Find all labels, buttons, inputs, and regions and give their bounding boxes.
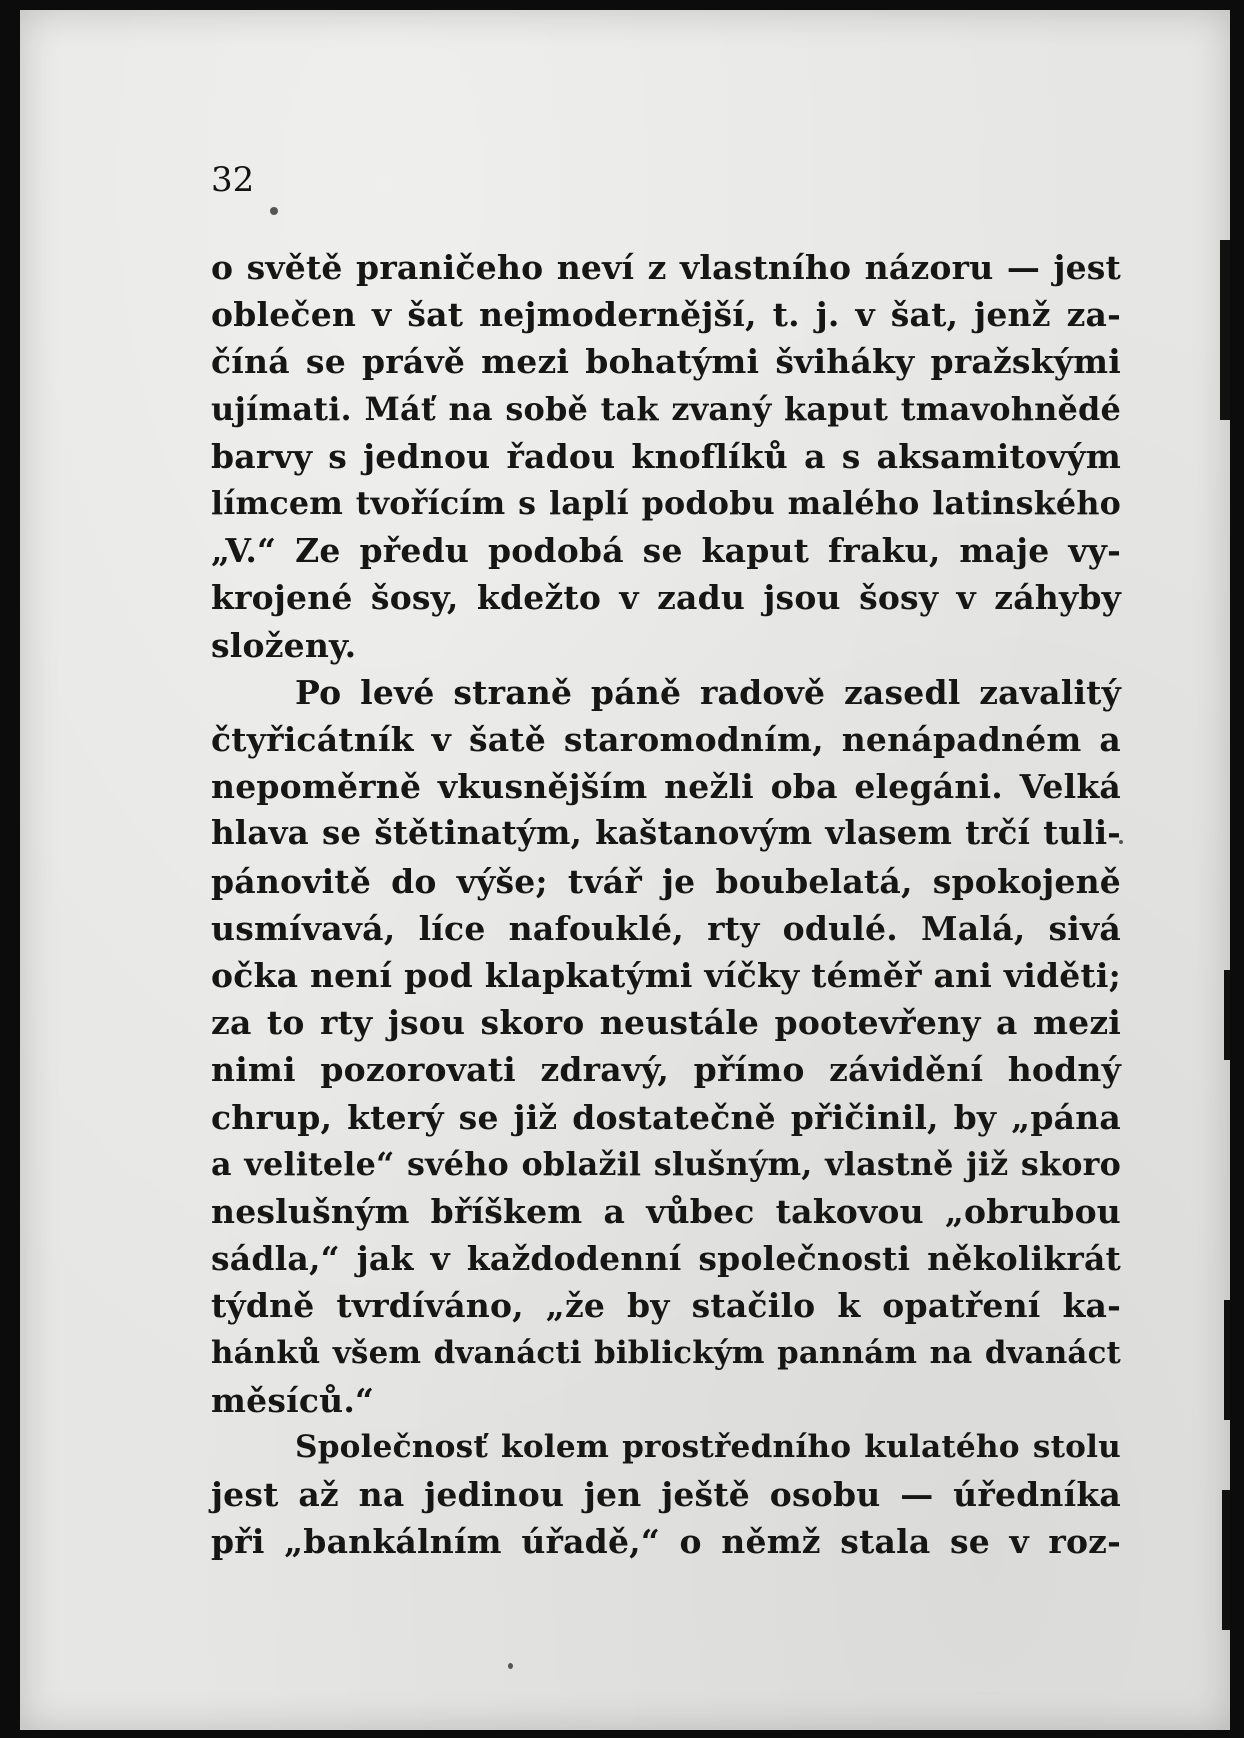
text-line: číná se právě mezi bohatými šviháky pražskými — [211, 342, 1121, 382]
ink-speck — [508, 1663, 513, 1669]
text-line: chrup, který se již dostatečně přičinil, by „pána — [211, 1097, 1121, 1137]
text-line: a velitele“ svého oblažil slušným, vlastně již skoro — [211, 1145, 1121, 1183]
text-line: sádla,“ jak v každodenní společnosti několikrát — [211, 1239, 1121, 1279]
text-line: nepoměrně vkusnějším nežli oba elegáni. Velká — [211, 767, 1121, 807]
text-line: neslušným bříškem a vůbec takovou „obrubou — [211, 1192, 1121, 1232]
body-text — [211, 244, 1121, 1566]
text-line: očka není pod klapkatými víčky téměř ani viděti; — [211, 956, 1121, 996]
text-line: hlava se štětinatým, kaštanovým vlasem trčí tuli- — [211, 814, 1121, 853]
page-edge-shadow — [1224, 1300, 1230, 1420]
text-line: barvy s jednou řadou knoflíků a s aksamitovým — [211, 436, 1121, 476]
text-line: hánků všem dvanácti biblickým pannám na dvanáct — [211, 1334, 1121, 1371]
text-line: měsíců.“ — [211, 1380, 375, 1420]
text-line: krojené šosy, kdežto v zadu jsou šosy v záhyby — [211, 578, 1121, 618]
paragraph-start-line: Po levé straně páně radově zasedl zavalitý — [295, 672, 1121, 712]
page-number: 32 — [211, 160, 255, 200]
text-line: pánovitě do výše; tvář je boubelatá, spokojeně — [211, 861, 1121, 901]
text-line: složeny. — [211, 625, 357, 665]
text-line: oblečen v šat nejmodernější, t. j. v šat, jenž za- — [211, 295, 1121, 335]
page-edge-shadow — [1224, 970, 1230, 1060]
text-line: za to rty jsou skoro neustále pootevřeny a mezi — [211, 1003, 1121, 1043]
text-line: „V.“ Ze předu podobá se kaput fraku, maje vy- — [211, 531, 1121, 571]
text-line: týdně tvrdíváno, „že by stačilo k opatření ka- — [211, 1286, 1121, 1326]
ink-speck — [270, 207, 278, 215]
text-line: usmívavá, líce nafouklé, rty odulé. Malá, sivá — [211, 908, 1121, 948]
page-edge-shadow — [1222, 1490, 1230, 1630]
text-line: jest až na jedinou jen ještě osobu — úředníka — [211, 1475, 1121, 1515]
text-line: nimi pozorovati zdravý, přímo závidění hodný — [211, 1050, 1121, 1090]
text-line: čtyřicátník v šatě staromodním, nenápadném a — [211, 720, 1121, 760]
page-edge-shadow — [1220, 240, 1230, 420]
text-line: ujímati. Máť na sobě tak zvaný kaput tmavohnědé — [211, 389, 1121, 428]
text-line: o světě praničeho neví z vlastního názoru — jest — [211, 248, 1121, 287]
paragraph-start-line: Společnosť kolem prostředního kulatého stolu — [295, 1429, 1121, 1466]
text-line: límcem tvořícím s laplí podobu malého latinského — [211, 485, 1121, 523]
text-line: při „bankálním úřadě,“ o němž stala se v roz- — [211, 1522, 1121, 1562]
